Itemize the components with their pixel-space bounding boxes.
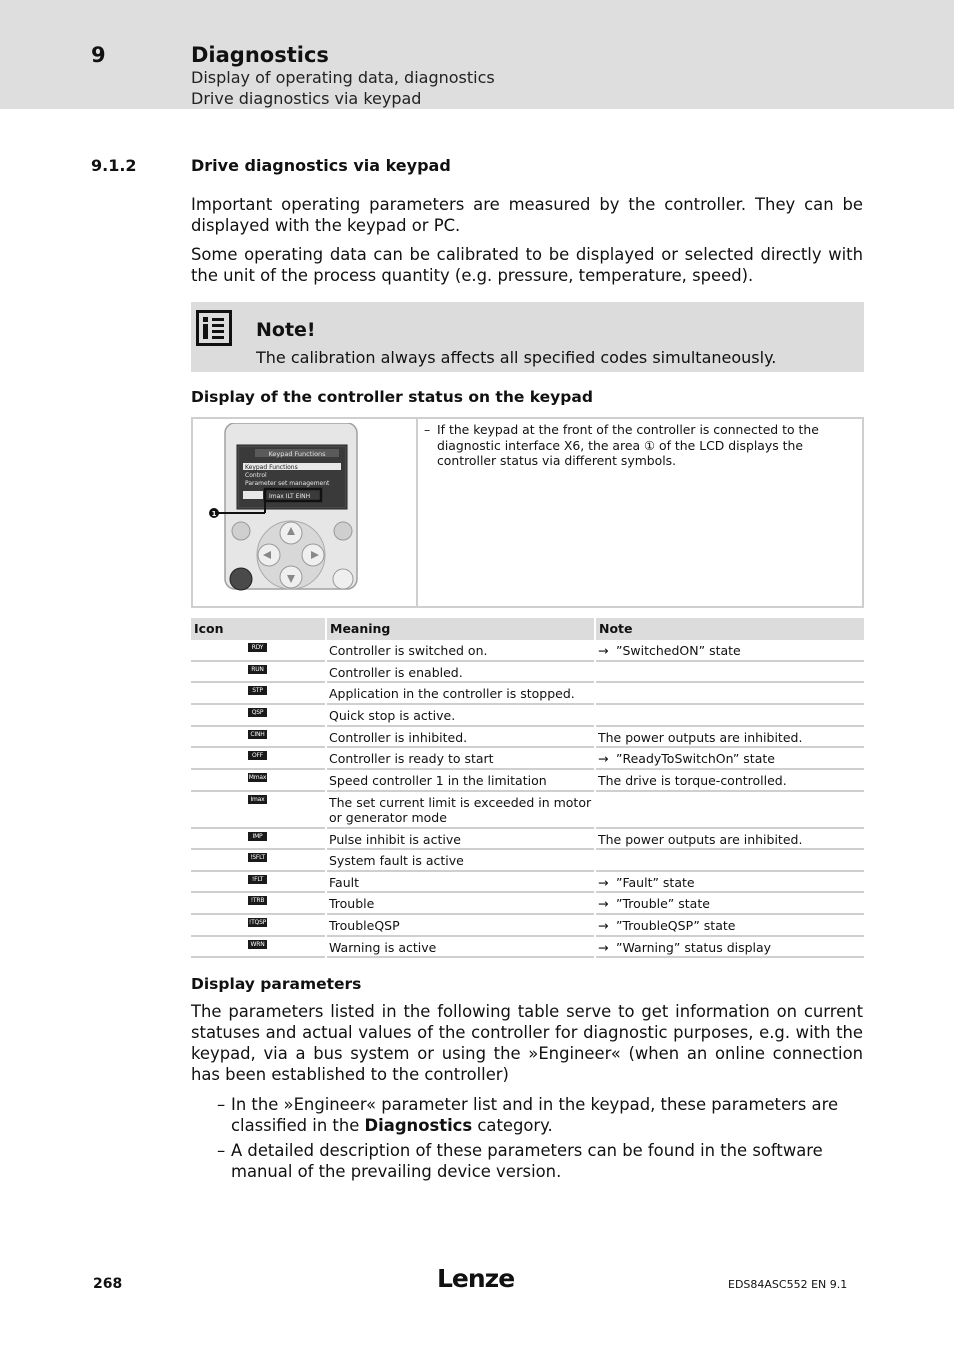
arrow-icon: → — [598, 918, 609, 933]
table-row — [191, 640, 864, 662]
section-number: 9.1.2 — [91, 156, 137, 175]
note-text: The calibration always affects all specified codes simultaneously. — [256, 348, 777, 367]
note-cell — [595, 751, 864, 766]
intro-paragraph-1: Important operating parameters are measured by the controller. They can be displayed with the keypad or PC. — [191, 195, 863, 235]
meaning-cell: Application in the controller is stopped. — [329, 686, 575, 701]
status-icon: OFF — [248, 751, 267, 760]
table-row — [191, 872, 864, 893]
status-icon: QSP — [248, 708, 267, 717]
note-cell — [595, 773, 864, 788]
note-box — [191, 302, 864, 372]
table-row — [191, 829, 864, 850]
table-row — [191, 705, 864, 727]
note-text: ”Warning” status display — [616, 940, 772, 955]
meaning-cell: Controller is inhibited. — [329, 730, 468, 745]
arrow-icon: → — [598, 751, 609, 766]
keypad-stop-button — [230, 568, 252, 590]
lenze-logo: Lenze — [437, 1264, 515, 1293]
lcd-line-2: Control — [245, 472, 267, 479]
note-text: The drive is torque-controlled. — [598, 773, 787, 788]
note-cell — [595, 918, 864, 933]
keypad-run-button — [333, 569, 353, 589]
keypad-button-top-left — [232, 522, 250, 540]
intro-paragraph-2: Some operating data can be calibrated to be displayed or selected directly with the unit of the process quantity (e.g. pressure, temperature, speed). — [191, 245, 863, 285]
meaning-cell: TroubleQSP — [329, 918, 400, 933]
status-icon: RUN — [248, 665, 267, 674]
chapter-subtitle-1: Display of operating data, diagnostics — [191, 68, 495, 87]
table-row — [191, 850, 864, 872]
callout-number: 1 — [211, 510, 217, 518]
status-icon: !TQSP — [248, 919, 267, 926]
table-row — [191, 748, 864, 770]
row-divider — [191, 956, 325, 958]
keypad-figure-box — [191, 417, 864, 608]
bullet-text-1-bold: Diagnostics — [364, 1116, 473, 1135]
note-cell — [595, 896, 864, 911]
meaning-cell: Controller is enabled. — [329, 665, 463, 680]
arrow-icon: → — [598, 940, 609, 955]
status-icon: CINH — [248, 730, 267, 739]
meaning-cell: Controller is ready to start — [329, 751, 494, 766]
table-header-icon: Icon — [191, 618, 325, 640]
table-row — [191, 727, 864, 748]
arrow-icon: → — [598, 896, 609, 911]
row-divider — [596, 956, 864, 958]
status-icon: !FLT — [248, 875, 267, 884]
note-cell — [595, 832, 864, 847]
section-title: Drive diagnostics via keypad — [191, 156, 451, 175]
lcd-status-area: Imax ILT EINH — [269, 493, 311, 500]
note-text: ”TroubleQSP” state — [616, 918, 736, 933]
status-icon: !SFLT — [248, 853, 267, 862]
note-text: ”SwitchedON” state — [616, 643, 741, 658]
note-text: ”Trouble” state — [616, 896, 710, 911]
status-icon: IMP — [248, 832, 267, 841]
note-text: ”ReadyToSwitchOn” state — [616, 751, 775, 766]
note-text: The power outputs are inhibited. — [598, 832, 803, 847]
note-title: Note! — [256, 319, 316, 341]
note-cell — [595, 875, 864, 890]
status-icon: RDY — [248, 643, 267, 652]
meaning-cell: Pulse inhibit is active — [329, 832, 461, 847]
keypad-button-top-right — [334, 522, 352, 540]
meaning-cell: The set current limit is exceeded in motor or generator mode — [329, 795, 592, 825]
table-row — [191, 915, 864, 937]
figure-divider — [416, 419, 418, 606]
table-row — [191, 770, 864, 792]
table-row — [191, 792, 864, 829]
figure-description-text: If the keypad at the front of the controller is connected to the diagnostic interface X6, the area ① of the LCD displays the controller status via different symbols. — [437, 422, 819, 468]
meaning-cell: Warning is active — [329, 940, 437, 955]
meaning-cell: Trouble — [329, 896, 375, 911]
chapter-title: Diagnostics — [191, 43, 329, 67]
table-header-meaning: Meaning — [327, 618, 594, 640]
status-icon: Imax — [248, 795, 267, 804]
status-icon: !TRB — [248, 896, 267, 905]
lcd-line-3: Parameter set management — [245, 480, 330, 487]
table-row — [191, 683, 864, 705]
bullet-dash: – — [217, 1095, 226, 1114]
meaning-cell: Fault — [329, 875, 359, 890]
bullet-dash: – — [217, 1141, 226, 1160]
page-number: 268 — [93, 1276, 123, 1292]
lcd-title: Keypad Functions — [268, 450, 326, 458]
document-id: EDS84ASC552 EN 9.1 — [728, 1278, 848, 1291]
info-icon — [196, 310, 232, 346]
table-row — [191, 937, 864, 958]
chapter-subtitle-2: Drive diagnostics via keypad — [191, 89, 422, 108]
keypad-illustration — [201, 423, 361, 593]
chapter-number: 9 — [91, 43, 106, 67]
meaning-cell: Quick stop is active. — [329, 708, 456, 723]
table-header-note: Note — [596, 618, 864, 640]
table-row — [191, 893, 864, 915]
note-text: The power outputs are inhibited. — [598, 730, 803, 745]
display-parameters-heading: Display parameters — [191, 975, 362, 993]
meaning-cell: Speed controller 1 in the limitation — [329, 773, 547, 788]
status-icon: STP — [248, 686, 267, 695]
note-cell — [595, 730, 864, 745]
bullet-text-1-post: category. — [472, 1116, 553, 1135]
status-icon: WRN — [248, 940, 267, 949]
status-icon: Mmax — [248, 774, 267, 781]
bullet-text-2: A detailed description of these parameters can be found in the software manual of the prevailing device version. — [231, 1141, 823, 1181]
lcd-line-1: Keypad Functions — [245, 464, 298, 471]
figure-description — [424, 422, 837, 469]
arrow-icon: → — [598, 875, 609, 890]
status-heading: Display of the controller status on the keypad — [191, 388, 593, 406]
note-cell — [595, 643, 864, 658]
bullet-text-1 — [231, 1094, 863, 1136]
arrow-icon: → — [598, 643, 609, 658]
header-band — [0, 0, 954, 109]
bullet-text-1-pre: In the »Engineer« parameter list and in the keypad, these parameters are classified in the — [231, 1095, 839, 1135]
note-text: ”Fault” state — [616, 875, 695, 890]
note-cell — [595, 940, 864, 955]
meaning-cell: System fault is active — [329, 853, 464, 868]
meaning-cell: Controller is switched on. — [329, 643, 488, 658]
row-divider — [327, 956, 594, 958]
figure-dash: – — [424, 422, 431, 437]
display-parameters-paragraph: The parameters listed in the following table serve to get information on current statuses and actual values of the controller for diagnostic purposes, e.g. with the keypad, via a bus system or using the »Engineer« (when an online connection has been established to the controller) — [191, 1002, 863, 1084]
table-row — [191, 662, 864, 683]
